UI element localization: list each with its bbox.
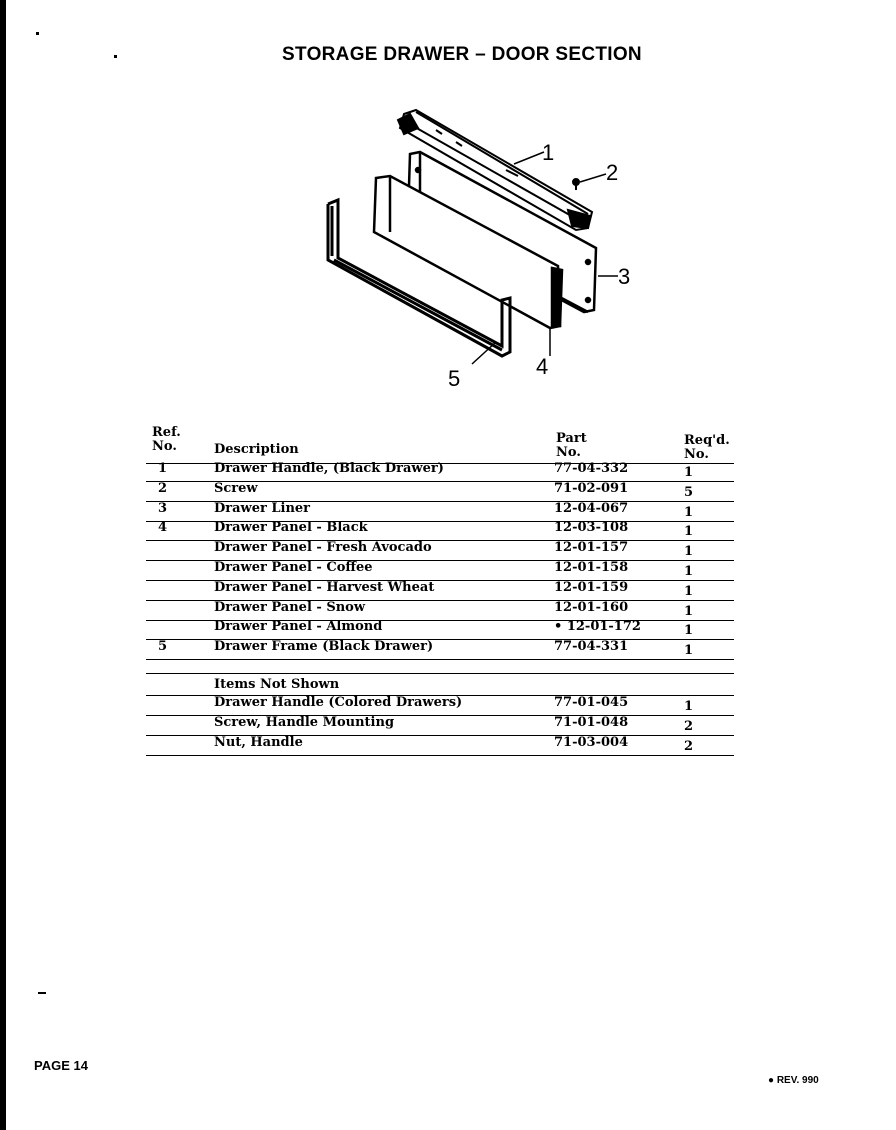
header-ref: Ref. No. bbox=[152, 425, 181, 454]
row-description: Drawer Handle (Colored Drawers) bbox=[214, 695, 463, 710]
row-description: Screw bbox=[214, 480, 258, 496]
row-quantity: 1 bbox=[684, 564, 694, 579]
row-ref: 1 bbox=[158, 461, 168, 476]
row-description: Drawer Panel - Snow bbox=[214, 599, 366, 615]
row-description: Nut, Handle bbox=[214, 734, 303, 750]
row-part-number: 77-04-331 bbox=[554, 639, 629, 655]
revision-note: ● REV. 990 bbox=[768, 1075, 819, 1086]
row-quantity: 1 bbox=[684, 465, 694, 480]
scan-speck bbox=[36, 32, 39, 35]
row-rule bbox=[146, 659, 734, 660]
header-part: Part No. bbox=[556, 431, 587, 460]
row-description: Drawer Liner bbox=[214, 500, 311, 516]
row-quantity: 1 bbox=[684, 603, 694, 619]
row-quantity: 1 bbox=[684, 544, 694, 560]
header-description: Description bbox=[214, 442, 299, 457]
row-part-number: 12-01-160 bbox=[554, 599, 629, 615]
row-description: Drawer Panel - Harvest Wheat bbox=[214, 579, 435, 595]
row-description: Drawer Panel - Almond bbox=[214, 619, 383, 635]
callout-3: 3 bbox=[618, 264, 631, 289]
row-quantity: 1 bbox=[684, 504, 694, 520]
callout-1: 1 bbox=[542, 140, 555, 165]
row-quantity: 1 bbox=[684, 524, 694, 540]
row-ref: 5 bbox=[158, 639, 168, 655]
callout-2: 2 bbox=[606, 160, 619, 185]
row-part-number: 12-03-108 bbox=[554, 520, 629, 536]
callout-4: 4 bbox=[536, 354, 549, 379]
row-quantity: 1 bbox=[684, 643, 694, 659]
scan-speck bbox=[38, 992, 46, 994]
row-part-number: 71-01-048 bbox=[554, 714, 629, 730]
section-rule bbox=[146, 673, 734, 674]
row-part-number: 12-01-157 bbox=[554, 540, 629, 556]
row-ref: 4 bbox=[158, 520, 168, 536]
page-title: STORAGE DRAWER – DOOR SECTION bbox=[282, 44, 642, 65]
parts-sheet bbox=[6, 0, 896, 1130]
exploded-diagram bbox=[306, 100, 646, 400]
row-part-number: 77-01-045 bbox=[554, 695, 629, 710]
row-description: Drawer Panel - Fresh Avocado bbox=[214, 540, 432, 556]
row-part-number: 71-02-091 bbox=[554, 480, 629, 496]
row-quantity: 1 bbox=[684, 583, 694, 599]
row-description: Drawer Handle, (Black Drawer) bbox=[214, 461, 444, 476]
row-description: Drawer Panel - Coffee bbox=[214, 560, 373, 575]
row-part-number: • 12-01-172 bbox=[554, 619, 641, 635]
row-ref: 3 bbox=[158, 500, 168, 516]
row-part-number: 77-04-332 bbox=[554, 461, 629, 476]
row-quantity: 1 bbox=[684, 699, 694, 714]
scan-speck bbox=[114, 55, 117, 58]
row-part-number: 12-01-158 bbox=[554, 560, 629, 575]
row-part-number: 71-03-004 bbox=[554, 734, 629, 750]
page-number: PAGE 14 bbox=[34, 1058, 88, 1073]
row-quantity: 1 bbox=[684, 623, 694, 639]
row-ref: 2 bbox=[158, 480, 168, 496]
callout-5: 5 bbox=[448, 366, 461, 391]
row-quantity: 5 bbox=[684, 484, 694, 500]
row-description: Drawer Panel - Black bbox=[214, 520, 368, 536]
row-part-number: 12-01-159 bbox=[554, 579, 629, 595]
header-reqd: Req'd. No. bbox=[684, 433, 730, 462]
row-part-number: 12-04-067 bbox=[554, 500, 629, 516]
row-quantity: 2 bbox=[684, 718, 694, 734]
row-description: Drawer Frame (Black Drawer) bbox=[214, 639, 434, 655]
row-description: Screw, Handle Mounting bbox=[214, 714, 395, 730]
row-quantity: 2 bbox=[684, 738, 694, 754]
not-shown-heading: Items Not Shown bbox=[214, 677, 340, 692]
screw-part bbox=[573, 179, 579, 190]
row-rule bbox=[146, 755, 734, 756]
